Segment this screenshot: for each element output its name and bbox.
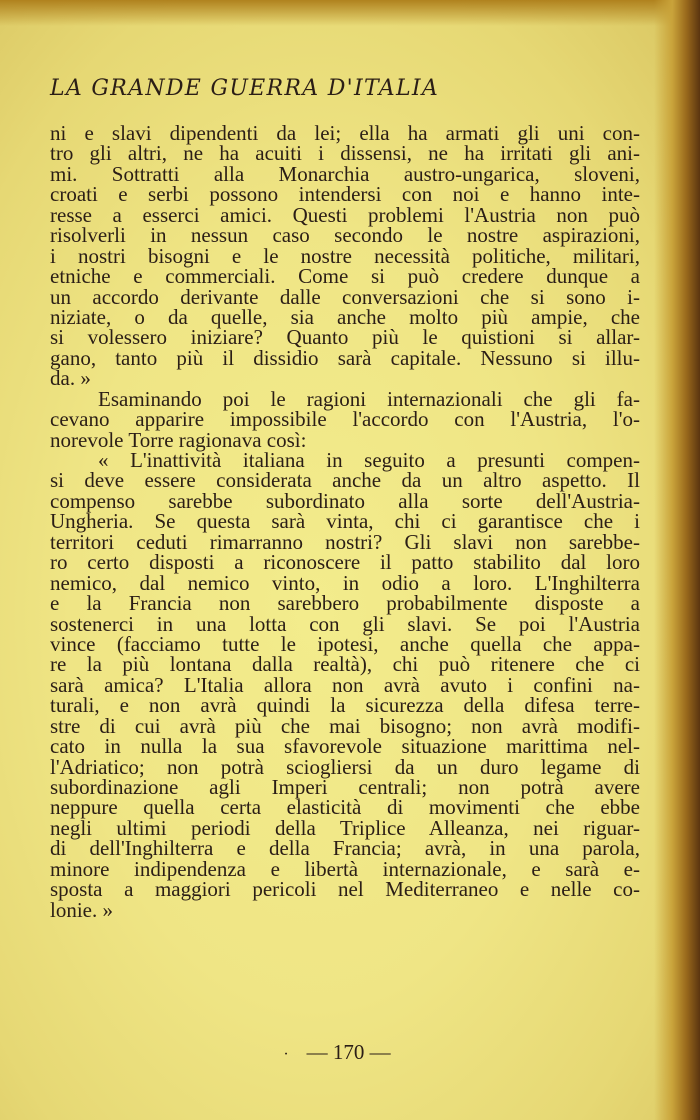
page-top-edge-shadow [0, 0, 700, 26]
text-line: croati e serbi possono intendersi con noi e hanno inte- [50, 182, 640, 207]
text-line: etniche e commerciali. Come si può credere dunque a [50, 264, 640, 289]
text-line: resse a esserci amici. Questi problemi l'Austria non può [50, 202, 640, 227]
text-line: minore indipendenza e libertà internazionale, e sarà e- [50, 856, 640, 881]
text-line: ni e slavi dipendenti da lei; ella ha armati gli uni con- [50, 121, 640, 145]
page-spine-shadow [654, 0, 700, 1120]
text-line: norevole Torre ragionava così: [50, 427, 307, 452]
text-line: si deve essere considerata anche da un altro aspetto. Il [50, 468, 640, 493]
text-line: risolverli in nessun caso secondo le nostre aspirazioni, [50, 223, 640, 248]
text-line: negli ultimi periodi della Triplice Alleanza, nei riguar- [50, 815, 640, 840]
text-line: di dell'Inghilterra e della Francia; avrà, in una parola, [50, 836, 640, 861]
text-line: l'Adriatico; non potrà sciogliersi da un duro legame di [50, 754, 640, 779]
text-line: e la Francia non sarebbero probabilmente disposte a [50, 591, 640, 616]
body-text [50, 123, 640, 920]
running-head: LA GRANDE GUERRA D'ITALIA [50, 76, 440, 101]
text-line: i nostri bisogni e le nostre necessità politiche, militari, [50, 243, 640, 268]
text-line: un accordo derivante dalle conversazioni che si sono i- [50, 284, 640, 309]
text-line: tro gli altri, ne ha acuiti i dissensi, ne ha irritati gli ani- [50, 141, 640, 166]
text-line: compenso sarebbe subordinato alla sorte dell'Austria- [50, 488, 640, 513]
text-line: sarà amica? L'Italia allora non avrà avuto i confini na- [50, 672, 640, 697]
text-line: ro certo disposti a riconoscere il patto stabilito dal loro [50, 550, 640, 575]
text-line: sposta a maggiori pericoli nel Mediterraneo e nelle co- [50, 877, 640, 902]
text-line: gano, tanto più il dissidio sarà capitale. Nessuno si illu- [50, 345, 640, 370]
text-line: cato in nulla la sua sfavorevole situazione marittima nel- [50, 734, 640, 759]
text-line: turali, e non avrà quindi la sicurezza della difesa terre- [50, 693, 640, 718]
text-line: lonie. » [50, 897, 113, 922]
folio-dot: · [283, 1046, 289, 1063]
text-line: vince (facciamo tutte le ipotesi, anche quella che appa- [50, 631, 640, 656]
text-line: re la più lontana dalla realtà), chi può ritenere che ci [50, 652, 640, 677]
text-line: mi. Sottratti alla Monarchia austro-ungarica, sloveni, [50, 161, 640, 186]
text-line: Ungheria. Se questa sarà vinta, chi ci garantisce che i [50, 509, 640, 534]
text-line: stre di cui avrà più che mai bisogno; non avrà modifi- [50, 713, 640, 738]
text-line: subordinazione agli Imperi centrali; non potrà avere [50, 775, 640, 799]
text-line: da. » [50, 366, 91, 391]
text-line: sostenerci in una lotta con gli slavi. Se poi l'Austria [50, 611, 640, 636]
text-line: si volessero iniziare? Quanto più le quistioni si allar- [50, 325, 640, 350]
text-line: cevano apparire impossibile l'accordo con l'Austria, l'o- [50, 407, 640, 432]
text-line: nemico, dal nemico vinto, in odio a loro. L'Inghilterra [50, 570, 640, 595]
text-line: « L'inattività italiana in seguito a presunti compen- [98, 448, 640, 472]
page-number-text: — 170 — [306, 1040, 391, 1064]
page-number [262, 1040, 412, 1065]
text-line: niziate, o da quelle, sia anche molto più ampie, che [50, 304, 640, 329]
text-line: territori ceduti rimarranno nostri? Gli slavi non sarebbe- [50, 529, 640, 554]
text-line: neppure quella certa elasticità di movimenti che ebbe [50, 795, 640, 820]
text-line: Esaminando poi le ragioni internazionali che gli fa- [98, 386, 640, 411]
